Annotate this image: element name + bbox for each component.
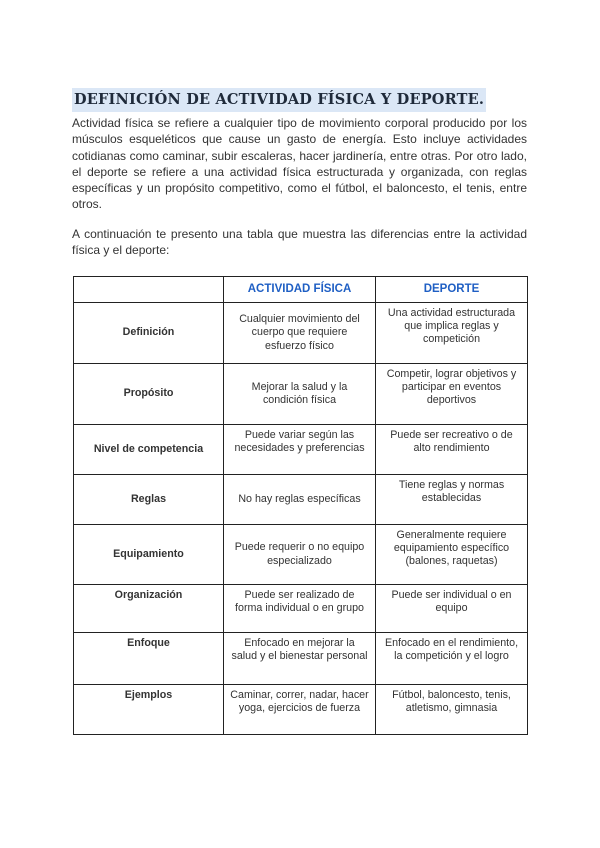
cell-deporte: Puede ser recreativo o de alto rendimiento <box>376 425 528 475</box>
cell-actividad-fisica: Puede ser realizado de forma individual o en grupo <box>224 585 376 633</box>
cell-deporte: Fútbol, baloncesto, tenis, atletismo, gimnasia <box>376 685 528 735</box>
cell-actividad-fisica: No hay reglas específicas <box>224 475 376 525</box>
table-intro-paragraph: A continuación te presento una tabla que muestra las diferencias entre la actividad física y el deporte: <box>72 227 527 258</box>
cell-actividad-fisica: Mejorar la salud y la condición física <box>224 364 376 425</box>
row-label: Ejemplos <box>74 685 224 735</box>
table-row <box>74 585 528 633</box>
comparison-table <box>73 276 528 735</box>
cell-deporte: Puede ser individual o en equipo <box>376 585 528 633</box>
table-row <box>74 633 528 685</box>
header-actividad-fisica: ACTIVIDAD FÍSICA <box>224 277 376 303</box>
cell-deporte: Enfocado en el rendimiento, la competición y el logro <box>376 633 528 685</box>
intro-paragraph: Actividad física se refiere a cualquier tipo de movimiento corporal producido por los músculos esqueléticos que cause un gasto de energía. Esto incluye actividades cotidianas como caminar, subir escaleras, hacer jardinería, entre otras. Por otro lado, el deporte se refiere a una actividad física estructurada y organizada, con reglas específicas y un propósito competitivo, como el fútbol, el baloncesto, el tenis, entre otros. <box>72 116 527 212</box>
cell-deporte: Competir, lograr objetivos y participar en eventos deportivos <box>376 364 528 425</box>
cell-actividad-fisica: Puede variar según las necesidades y preferencias <box>224 425 376 475</box>
row-label: Equipamiento <box>74 525 224 585</box>
cell-actividad-fisica: Puede requerir o no equipo especializado <box>224 525 376 585</box>
row-label: Nivel de competencia <box>74 425 224 475</box>
row-label: Propósito <box>74 364 224 425</box>
row-label: Definición <box>74 303 224 364</box>
table-row <box>74 425 528 475</box>
cell-deporte: Generalmente requiere equipamiento específico (balones, raquetas) <box>376 525 528 585</box>
page-title: DEFINICIÓN DE ACTIVIDAD FÍSICA Y DEPORTE. <box>72 88 486 112</box>
table-row <box>74 303 528 364</box>
cell-deporte: Una actividad estructurada que implica reglas y competición <box>376 303 528 364</box>
cell-actividad-fisica: Caminar, correr, nadar, hacer yoga, ejercicios de fuerza <box>224 685 376 735</box>
cell-actividad-fisica: Enfocado en mejorar la salud y el bienestar personal <box>224 633 376 685</box>
table-row <box>74 525 528 585</box>
row-label: Organización <box>74 585 224 633</box>
header-deporte: DEPORTE <box>376 277 528 303</box>
table-row <box>74 685 528 735</box>
table-row <box>74 475 528 525</box>
table-row <box>74 364 528 425</box>
cell-actividad-fisica: Cualquier movimiento del cuerpo que requiere esfuerzo físico <box>224 303 376 364</box>
header-empty <box>74 277 224 303</box>
table-header-row <box>74 277 528 303</box>
row-label: Enfoque <box>74 633 224 685</box>
row-label: Reglas <box>74 475 224 525</box>
cell-deporte: Tiene reglas y normas establecidas <box>376 475 528 525</box>
